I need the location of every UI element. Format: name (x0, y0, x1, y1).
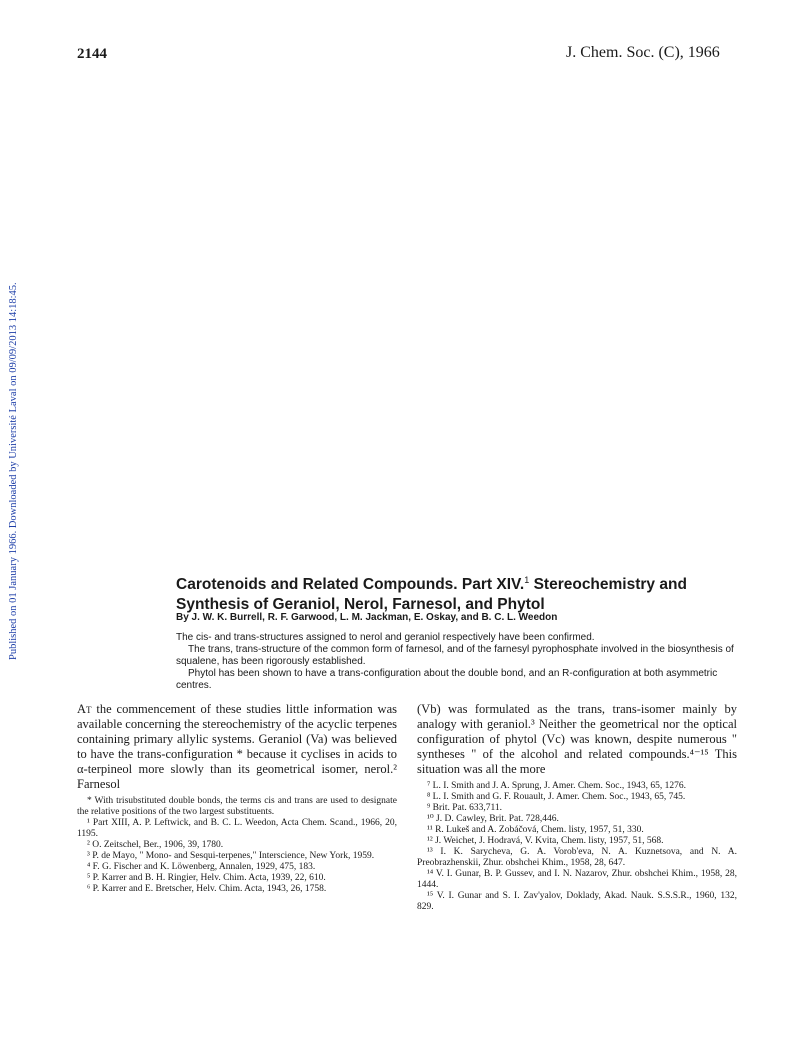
footnote: ³ P. de Mayo, " Mono- and Sesqui-terpenes," Interscience, New York, 1959. (87, 851, 375, 861)
right-column (417, 702, 737, 913)
abstract-para-1: The cis- and trans-structures assigned to nerol and geraniol respectively have been confirmed. (176, 632, 595, 643)
footnote: ¹ Part XIII, A. P. Leftwick, and B. C. L. Weedon, Acta Chem. Scand., 1966, 20, 1195. (77, 818, 397, 839)
left-column (77, 702, 397, 895)
footnote: ¹⁴ V. I. Gunar, B. P. Gussev, and I. N. Nazarov, Zhur. obshchei Khim., 1958, 28, 1444. (417, 869, 737, 890)
footnote: ² O. Zeitschel, Ber., 1906, 39, 1780. (87, 840, 224, 850)
title-footnote-ref: 1 (524, 575, 530, 585)
author-list: By J. W. K. Burrell, R. F. Garwood, L. M. Jackman, E. Oskay, and B. C. L. Weedon (176, 612, 558, 623)
footnote: ⁷ L. I. Smith and J. A. Sprung, J. Amer. Chem. Soc., 1943, 65, 1276. (427, 781, 687, 791)
footnote: ¹⁵ V. I. Gunar and S. I. Zav'yalov, Doklady, Akad. Nauk. S.S.S.R., 1960, 132, 829. (417, 891, 737, 912)
footnote: ⁵ P. Karrer and B. H. Ringier, Helv. Chim. Acta, 1939, 22, 610. (87, 873, 326, 883)
title-line1: Carotenoids and Related Compounds. Part XIV. (176, 576, 525, 594)
article-title (176, 570, 746, 615)
footnote: ¹² J. Weichet, J. Hodravá, V. Kvita, Chem. listy, 1957, 51, 568. (427, 836, 664, 846)
download-notice-text: Published on 01 January 1966. Downloaded by Université Laval on 09/09/2013 14:18:45. (8, 282, 19, 660)
footnote: * With trisubstituted double bonds, the terms cis and trans are used to designate the relative positions of the two largest substituents. (77, 796, 397, 817)
footnote: ¹¹ R. Lukeš and A. Zobáčová, Chem. listy, 1957, 51, 330. (427, 825, 644, 835)
download-notice[interactable] (3, 240, 25, 660)
page-number: 2144 (77, 46, 107, 62)
body-text-left: the commencement of these studies little information was available concerning the stereochemistry of the acyclic terpenes containing primary allylic systems. Geraniol (Va) was believed to have the trans-configuration * because it cyclises in acids to α-terpineol more slowly than its geometrical isomer, nerol.² Farnesol (77, 702, 397, 791)
body-paragraph-left (77, 702, 397, 792)
footnote: ⁶ P. Karrer and E. Bretscher, Helv. Chim. Acta, 1943, 26, 1758. (87, 884, 327, 894)
abstract (176, 632, 746, 692)
lead-word: At (77, 702, 92, 716)
footnote: ¹³ I. K. Sarycheva, G. A. Vorob'eva, N. A. Kuznetsova, and N. A. Preobrazhenskii, Zhur. obshchei Khim., 1958, 28, 647. (417, 847, 737, 868)
title-line2: Synthesis of Geraniol, Nerol, Farnesol, and Phytol (176, 596, 545, 614)
footnote: ⁹ Brit. Pat. 633,711. (427, 803, 503, 813)
title-line1-tail: Stereochemistry and (529, 576, 687, 594)
abstract-para-2: The trans, trans-structure of the common form of farnesol, and of the farnesyl pyrophosphate involved in the biosynthesis of squalene, has been rigorously established. (176, 644, 734, 667)
footnote: ⁴ F. G. Fischer and K. Löwenberg, Annalen, 1929, 475, 183. (87, 862, 316, 872)
body-paragraph-right: (Vb) was formulated as the trans, trans-isomer mainly by analogy with geraniol.³ Neither the geometrical nor the optical configuration of phytol (Vc) was known, despite numerous " syntheses " of the alcohol and related compounds.⁴⁻¹⁵ This situation was all the more (417, 702, 737, 776)
footnote: ¹⁰ J. D. Cawley, Brit. Pat. 728,446. (427, 814, 559, 824)
abstract-para-3: Phytol has been shown to have a trans-configuration about the double bond, and an R-configuration at both asymmetric centres. (176, 668, 718, 691)
footnote: ⁸ L. I. Smith and G. F. Rouault, J. Amer. Chem. Soc., 1943, 65, 745. (427, 792, 686, 802)
running-head: J. Chem. Soc. (C), 1966 (566, 44, 720, 61)
